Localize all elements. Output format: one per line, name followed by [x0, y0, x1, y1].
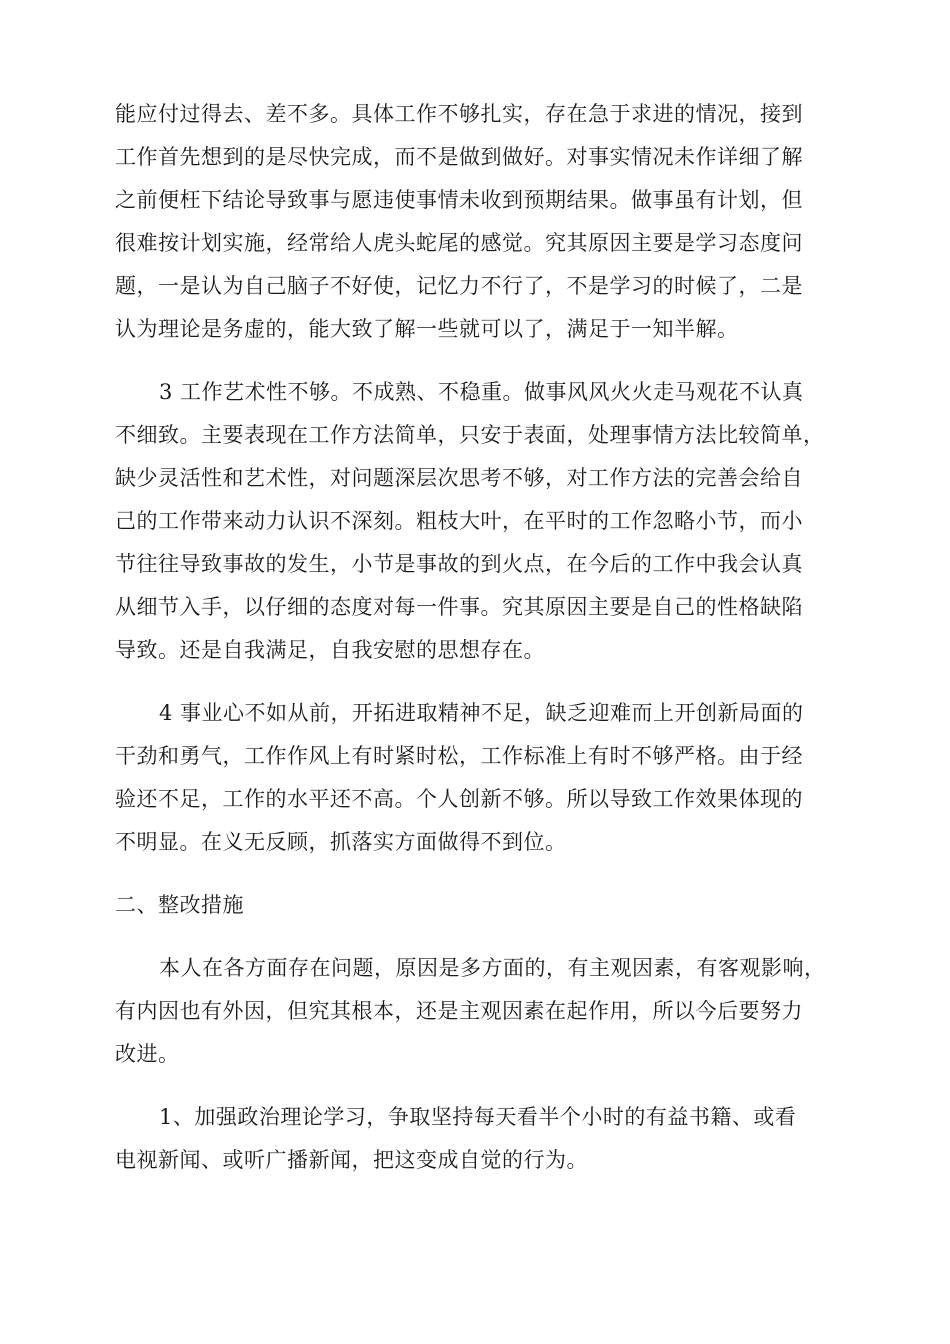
text-line: 本人在各方面存在问题，原因是多方面的，有主观因素，有客观影响， — [159, 956, 826, 980]
paragraph-6 — [115, 1096, 837, 1182]
text-line: 工作首先想到的是尽快完成，而不是做到做好。对事实情况未作详细了解 — [115, 145, 803, 169]
text-line: 1、加强政治理论学习，争取坚持每天看半个小时的有益书籍、或看 — [159, 1105, 797, 1129]
text-line: 己的工作带来动力认识不深刻。粗枝大叶，在平时的工作忽略小节，而小 — [115, 509, 803, 533]
paragraph-gap — [115, 927, 837, 947]
text-line: 不明显。在义无反顾，抓落实方面做得不到位。 — [115, 830, 567, 854]
text-line: 不细致。主要表现在工作方法简单，只安于表面，处理事情方法比较简单， — [115, 423, 825, 447]
text-line: 3 工作艺术性不够。不成熟、不稳重。做事风风火火走马观花不认真 — [159, 380, 804, 404]
text-line: 干劲和勇气，工作作风上有时紧时松，工作标准上有时不够严格。由于经 — [115, 744, 803, 768]
paragraph-gap — [115, 864, 837, 884]
text-line: 能应付过得去、差不多。具体工作不够扎实，存在急于求进的情况，接到 — [115, 102, 803, 126]
text-line: 从细节入手，以仔细的态度对每一件事。究其原因主要是自己的性格缺陷 — [115, 595, 803, 619]
text-line: 认为理论是务虚的，能大致了解一些就可以了，满足于一知半解。 — [115, 317, 739, 341]
paragraph-5 — [115, 947, 837, 1076]
paragraph-2 — [115, 371, 837, 672]
text-line: 4 事业心不如从前，开拓进取精神不足，缺乏迎难而上开创新局面的 — [159, 701, 804, 725]
document-body — [115, 93, 837, 1182]
paragraph-1 — [115, 93, 837, 351]
text-line: 节往往导致事故的发生，小节是事故的到火点，在今后的工作中我会认真 — [115, 552, 803, 576]
text-line: 很难按计划实施，经常给人虎头蛇尾的感觉。究其原因主要是学习态度问 — [115, 231, 803, 255]
heading-text: 二、整改措施 — [115, 893, 244, 917]
text-line: 缺少灵活性和艺术性，对问题深层次思考不够，对工作方法的完善会给自 — [115, 466, 803, 490]
section-heading — [115, 884, 837, 927]
text-line: 导致。还是自我满足，自我安慰的思想存在。 — [115, 638, 545, 662]
text-line: 改进。 — [115, 1042, 180, 1066]
text-line: 有内因也有外因，但究其根本，还是主观因素在起作用，所以今后要努力 — [115, 999, 803, 1023]
text-line: 验还不足，工作的水平还不高。个人创新不够。所以导致工作效果体现的 — [115, 787, 803, 811]
paragraph-gap — [115, 672, 837, 692]
text-line: 题，一是认为自己脑子不好使，记忆力不行了，不是学习的时候了，二是 — [115, 274, 803, 298]
paragraph-gap — [115, 1076, 837, 1096]
text-line: 之前便枉下结论导致事与愿违使事情未收到预期结果。做事虽有计划，但 — [115, 188, 803, 212]
paragraph-3 — [115, 692, 837, 864]
text-line: 电视新闻、或听广播新闻，把这变成自觉的行为。 — [115, 1148, 588, 1172]
paragraph-gap — [115, 351, 837, 371]
